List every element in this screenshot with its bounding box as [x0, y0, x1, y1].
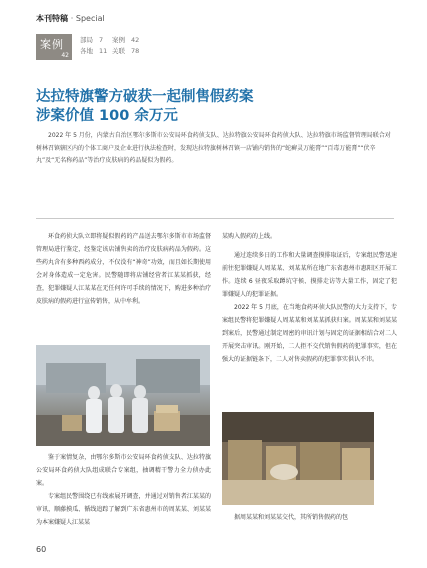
article-lead: 2022 年 5 月份，内蒙古自治区鄂尔多斯市公安局环食药侦支队、达拉特旗公安局环食药侦大队、达拉特旗市场监督管理局联合对树林召镇辖区内的个体工商户及企业进行执法检查时，发现达拉特旗树林召镇一店铺内销售的“蛇癣灵万能膏”“百毒万能膏”“伏辛丸”及“无名称药品”等治疗皮肤病的药品疑似为假药。 — [36, 132, 391, 165]
body-right-bottom — [222, 511, 397, 524]
case-badge — [36, 34, 72, 60]
article-title — [36, 88, 254, 126]
paragraph: 环食药侦大队立即将疑似假药的产品送去鄂尔多斯市市场监督管理局进行鉴定，经鉴定该店铺售卖的治疗皮肤病药品为假药。这些药丸含有多种西药成分，不仅没有“神奇”功效，而且如长期使用会对身体造成一定危害。民警随即将店铺经营者江某某抓获，经查，犯罪嫌疑人江某某在无任何许可手续的情况下，购进多种治疗皮肤病的假药进行宣传销售，从中牟利。 — [36, 233, 211, 305]
photo-officers-with-evidence — [36, 345, 210, 446]
section-subtitle: · Special — [70, 14, 105, 23]
stat-item: 各地 11 — [80, 47, 108, 55]
title-line-1: 达拉特旗警方破获一起制售假药案 — [36, 89, 254, 105]
paragraph: 某购入假药的上线。 — [222, 233, 277, 240]
section-title: 本刊特稿 — [36, 14, 68, 23]
body-left-top — [36, 230, 211, 308]
case-badge-number: 42 — [61, 52, 69, 59]
paragraph: 通过连续多日的工作和大量调查摸排取证后，专案组民警迅速前往犯罪嫌疑人周某某、刘某某所在地广东省惠州市惠阳区开展工作。连续 6 昼夜采取蹲坑守候、摸排走访等大量工作，固定了犯罪嫌疑人的犯罪证据。 — [222, 252, 397, 298]
divider — [36, 218, 394, 219]
paragraph: 据周某某和刘某某交代，其所销售假药的包 — [234, 514, 349, 521]
section-header — [36, 13, 105, 24]
page-number: 60 — [36, 545, 47, 554]
case-badge-label: 案例 — [40, 38, 64, 51]
photo-scene — [36, 345, 210, 446]
stat-item: 部局 7 — [80, 36, 104, 44]
stat-item: 关联 78 — [112, 47, 140, 55]
paragraph: 鉴于案情复杂，由鄂尔多斯市公安局环食药侦支队、达拉特旗公安局环食药侦大队组成联合专案组，抽调精干警力全力侦办此案。 — [36, 454, 211, 487]
stat-item: 案例 42 — [112, 36, 140, 44]
paragraph: 专案组民警围绕已有线索展开调查，并通过对销售者江某某的审讯，顺藤摸瓜、循线追踪了解到广东省惠州市的周某某、刘某某为本案嫌疑人江某某 — [36, 493, 211, 526]
body-left-bottom — [36, 451, 211, 529]
body-right — [222, 230, 397, 366]
photo-seized-goods — [222, 412, 374, 505]
title-line-2: 涉案价值 100 余万元 — [36, 108, 178, 124]
photo-scene — [222, 412, 374, 505]
paragraph: 2022 年 5 月底，在当地食药环侦大队民警的大力支持下，专案组民警将犯罪嫌疑人周某某和刘某某抓获归案。周某某和刘某某到案后，民警通过制定周密的审讯计划与固定的证据相结合对二人开展突击审讯。刚开始，二人拒不交代销售假药的犯罪事实，但在强大的证据链条下，二人对售卖假药的犯罪事实供认不讳。 — [222, 304, 397, 363]
